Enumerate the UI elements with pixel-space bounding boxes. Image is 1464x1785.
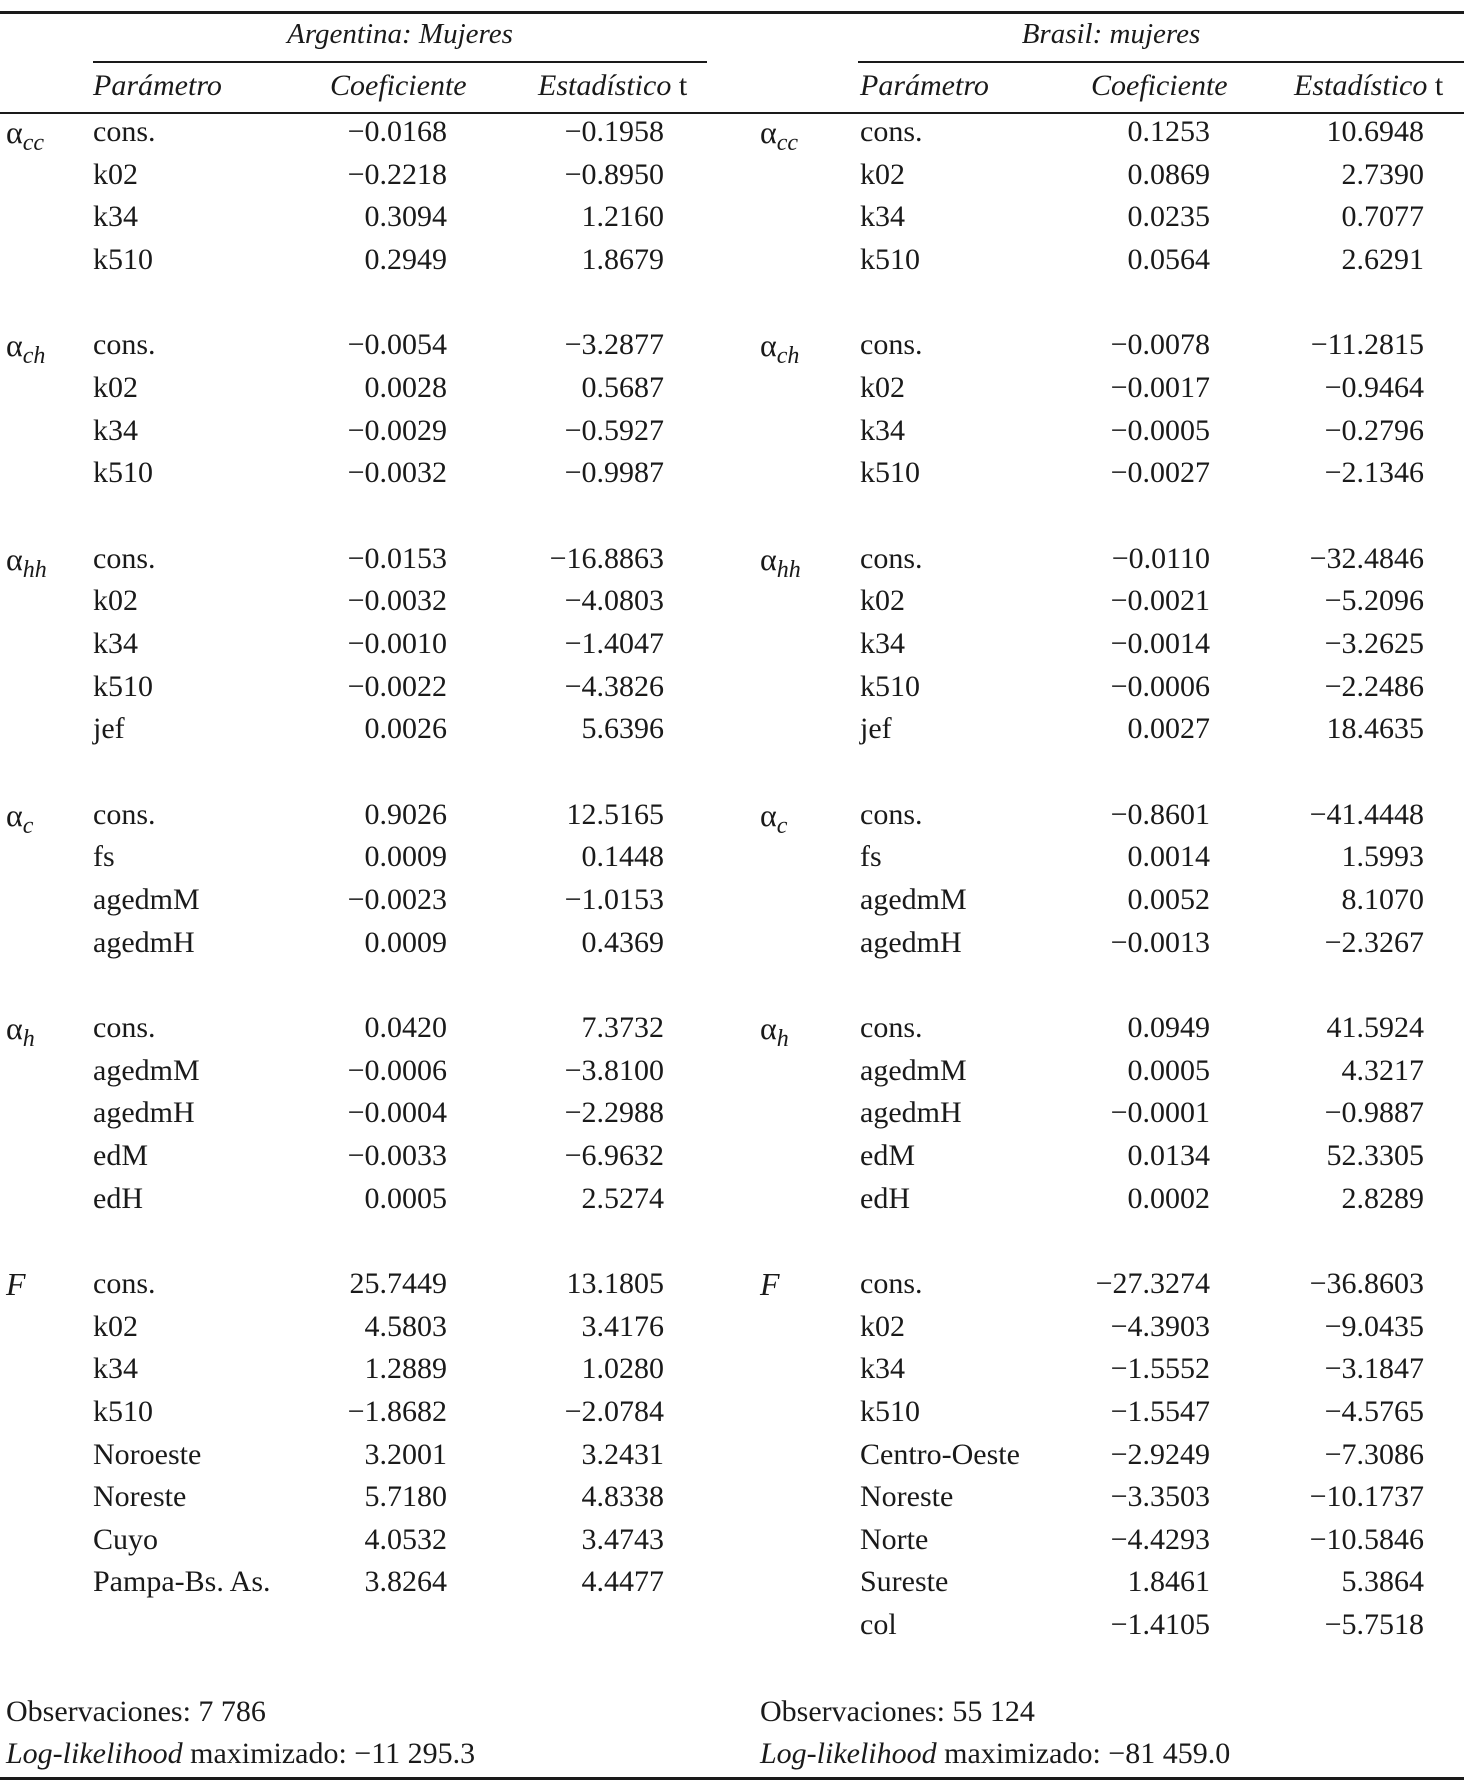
row-coeficiente: −2.9249 (1110, 1437, 1210, 1471)
row-estadistico-t: 4.8338 (581, 1480, 664, 1514)
parameter-symbol (760, 112, 799, 156)
parameter-symbol-base: α (6, 540, 23, 577)
row-coeficiente: −0.0014 (1110, 627, 1210, 660)
row-coeficiente: −0.0013 (1110, 925, 1210, 959)
row-estadistico-t: 1.8679 (581, 242, 664, 276)
row-coeficiente: −0.0021 (1110, 584, 1210, 618)
parameter-symbol-base: α (6, 327, 23, 364)
row-coeficiente: 0.0014 (1127, 840, 1210, 874)
row-parameter: col (860, 1608, 897, 1641)
row-coeficiente: −0.0022 (347, 669, 447, 703)
row-parameter: cons. (860, 115, 923, 148)
column-header-estadistico-t (538, 64, 687, 108)
parameter-symbol (6, 539, 47, 583)
row-coeficiente: 0.0009 (364, 925, 447, 959)
parameter-symbol (760, 795, 788, 839)
row-estadistico-t: 52.3305 (1326, 1139, 1424, 1172)
row-parameter: k34 (860, 627, 905, 660)
row-coeficiente: −0.0017 (1110, 371, 1210, 404)
parameter-symbol (760, 1008, 789, 1053)
observations-count: Observaciones: 55 124 (760, 1695, 1035, 1728)
row-coeficiente: −0.0078 (1110, 328, 1210, 362)
table-bottom-rule (0, 1777, 1464, 1780)
row-estadistico-t: −0.8950 (564, 157, 664, 191)
row-parameter: k510 (860, 669, 920, 703)
brasil-title: Brasil: mujeres (1021, 18, 1201, 50)
row-parameter: Noroeste (93, 1437, 202, 1471)
row-coeficiente: 0.0027 (1127, 712, 1210, 746)
row-parameter: k02 (860, 371, 905, 404)
row-coeficiente: 0.9026 (364, 797, 447, 831)
log-likelihood-value: maximizado: −11 295.3 (182, 1737, 476, 1770)
parameter-symbol (760, 539, 801, 583)
row-coeficiente: 0.0026 (364, 712, 447, 746)
argentina-group-rule (93, 61, 707, 63)
row-estadistico-t: −11.2815 (1310, 328, 1424, 362)
row-estadistico-t: 0.7077 (1341, 200, 1424, 234)
row-estadistico-t: −5.7518 (1324, 1608, 1424, 1641)
row-estadistico-t: −4.5765 (1324, 1395, 1424, 1428)
row-estadistico-t: 3.4743 (581, 1522, 664, 1556)
row-parameter: agedmH (860, 925, 962, 959)
parameter-symbol (760, 325, 800, 370)
parameter-symbol-base: α (760, 796, 777, 833)
row-coeficiente: 1.8461 (1127, 1565, 1210, 1599)
row-parameter: agedmM (860, 1053, 967, 1087)
row-coeficiente: 3.2001 (364, 1437, 447, 1471)
row-coeficiente: 0.1253 (1127, 115, 1210, 148)
parameter-symbol-base: α (760, 114, 777, 150)
row-parameter: k02 (93, 371, 138, 404)
row-estadistico-t: −4.0803 (564, 584, 664, 618)
row-estadistico-t: −2.1346 (1324, 456, 1424, 490)
parameter-symbol-base: α (6, 796, 23, 833)
row-parameter: k02 (93, 1309, 138, 1343)
row-parameter: k510 (93, 242, 153, 276)
row-coeficiente: −0.0168 (347, 115, 447, 148)
row-coeficiente: −0.0006 (347, 1053, 447, 1087)
row-parameter: edH (860, 1181, 910, 1215)
row-coeficiente: −0.0029 (347, 413, 447, 447)
row-parameter: fs (860, 840, 882, 874)
row-coeficiente: −0.0027 (1110, 456, 1210, 490)
row-parameter: k34 (93, 200, 138, 234)
row-coeficiente: −0.0023 (347, 883, 447, 916)
row-parameter: cons. (93, 1267, 156, 1301)
parameter-symbol-subscript: cc (776, 130, 799, 156)
column-header-estadistico-t (1294, 64, 1443, 108)
row-parameter: cons. (93, 328, 156, 362)
row-parameter: k34 (93, 1352, 138, 1386)
row-estadistico-t: −2.2988 (564, 1096, 664, 1130)
row-parameter: k02 (860, 584, 905, 618)
row-coeficiente: 0.0002 (1127, 1181, 1210, 1215)
parameter-symbol-base: α (6, 1010, 23, 1047)
parameter-symbol-subscript: hh (22, 556, 47, 583)
row-coeficiente: −4.3903 (1110, 1309, 1210, 1343)
parameter-symbol (6, 325, 46, 370)
row-coeficiente: −0.0005 (1110, 413, 1210, 447)
row-estadistico-t: 1.5993 (1341, 840, 1424, 874)
row-coeficiente: −0.0010 (347, 627, 447, 660)
row-estadistico-t: −2.2486 (1324, 669, 1424, 703)
row-coeficiente: −0.0033 (347, 1139, 447, 1172)
row-parameter: agedmM (860, 883, 967, 916)
row-parameter: Norte (860, 1522, 929, 1556)
row-estadistico-t: −16.8863 (549, 541, 664, 575)
row-parameter: k510 (860, 1395, 920, 1428)
row-estadistico-t: −6.9632 (564, 1139, 664, 1172)
parameter-symbol-base: F (6, 1266, 26, 1303)
row-estadistico-t: −3.8100 (564, 1053, 664, 1087)
column-header-parametro: Parámetro (93, 69, 222, 102)
parameter-symbol-subscript: h (776, 1026, 789, 1053)
row-parameter: edM (93, 1139, 148, 1172)
parameter-symbol-subscript: ch (776, 343, 800, 370)
row-coeficiente: −1.4105 (1110, 1608, 1210, 1641)
row-estadistico-t: 0.4369 (581, 925, 664, 959)
row-estadistico-t: −3.1847 (1324, 1352, 1424, 1386)
row-estadistico-t: −2.0784 (564, 1395, 664, 1428)
row-estadistico-t: −2.3267 (1324, 925, 1424, 959)
row-coeficiente: 0.0869 (1127, 157, 1210, 191)
row-estadistico-t: 7.3732 (581, 1011, 664, 1045)
row-coeficiente: 0.0028 (364, 371, 447, 404)
log-likelihood-label: Log-likelihood (6, 1737, 183, 1770)
row-parameter: k510 (93, 669, 153, 703)
row-coeficiente: −0.8601 (1110, 797, 1210, 831)
row-coeficiente: −0.2218 (347, 157, 447, 191)
row-coeficiente: −0.0004 (347, 1096, 447, 1130)
row-estadistico-t: 3.4176 (581, 1309, 664, 1343)
row-parameter: k02 (860, 157, 905, 191)
row-coeficiente: 0.0564 (1127, 242, 1210, 276)
row-parameter: agedmM (93, 883, 200, 916)
row-coeficiente: −0.0006 (1110, 669, 1210, 703)
parameter-symbol (760, 1264, 780, 1304)
row-parameter: cons. (860, 1267, 923, 1301)
row-estadistico-t: 12.5165 (566, 797, 664, 831)
brasil-group-rule (858, 61, 1464, 63)
row-parameter: k02 (93, 157, 138, 191)
log-likelihood-label: Log-likelihood (760, 1737, 937, 1770)
row-estadistico-t: −32.4846 (1309, 541, 1424, 575)
observations-count: Observaciones: 7 786 (6, 1695, 266, 1728)
row-coeficiente: 5.7180 (364, 1480, 447, 1514)
row-estadistico-t: 2.5274 (581, 1181, 664, 1215)
row-parameter: jef (93, 712, 125, 746)
parameter-symbol-base: α (760, 540, 777, 577)
row-parameter: agedmH (93, 1096, 195, 1130)
parameter-symbol-base: F (760, 1266, 780, 1303)
row-parameter: Cuyo (93, 1522, 159, 1556)
row-estadistico-t: 4.3217 (1341, 1053, 1424, 1087)
parameter-symbol-subscript: cc (22, 130, 45, 156)
parameter-symbol-subscript: h (22, 1026, 35, 1053)
row-estadistico-t: −3.2877 (564, 328, 664, 362)
log-likelihood (760, 1734, 1230, 1774)
row-parameter: fs (93, 840, 115, 874)
row-coeficiente: −27.3274 (1095, 1267, 1210, 1301)
parameter-symbol-base: α (760, 1010, 777, 1047)
row-coeficiente: −0.0032 (347, 456, 447, 490)
row-estadistico-t: −10.5846 (1309, 1522, 1424, 1556)
row-coeficiente: 0.0005 (364, 1181, 447, 1215)
row-parameter: k510 (93, 1395, 153, 1428)
row-parameter: agedmH (93, 925, 195, 959)
row-estadistico-t: −10.1737 (1309, 1480, 1424, 1514)
row-coeficiente: 25.7449 (349, 1267, 447, 1301)
row-estadistico-t: 0.5687 (581, 371, 664, 404)
row-coeficiente: 0.0420 (364, 1011, 447, 1045)
row-parameter: edM (860, 1139, 915, 1172)
estadistico-t-label: t (678, 69, 688, 102)
parameter-symbol (6, 1264, 26, 1304)
parameter-symbol (6, 1008, 35, 1053)
row-estadistico-t: −0.1958 (564, 115, 664, 148)
row-parameter: Centro-Oeste (860, 1437, 1020, 1471)
row-parameter: agedmH (860, 1096, 962, 1130)
row-coeficiente: 1.2889 (364, 1352, 447, 1386)
row-estadistico-t: 5.3864 (1341, 1565, 1424, 1599)
row-parameter: Noreste (93, 1480, 187, 1514)
argentina-title: Argentina: Mujeres (287, 18, 513, 50)
row-parameter: cons. (860, 328, 923, 362)
estadistico-label: Estadístico (538, 69, 672, 102)
row-estadistico-t: −4.3826 (564, 669, 664, 703)
row-coeficiente: 4.5803 (364, 1309, 447, 1343)
log-likelihood (6, 1734, 475, 1774)
row-parameter: k02 (93, 584, 138, 618)
row-estadistico-t: −0.9887 (1324, 1096, 1424, 1130)
row-estadistico-t: −0.9987 (564, 456, 664, 490)
row-estadistico-t: 5.6396 (581, 712, 664, 746)
row-estadistico-t: −1.0153 (564, 883, 664, 916)
row-coeficiente: 4.0532 (364, 1522, 447, 1556)
row-estadistico-t: −5.2096 (1324, 584, 1424, 618)
row-estadistico-t: 3.2431 (581, 1437, 664, 1471)
row-parameter: agedmM (93, 1053, 200, 1087)
row-coeficiente: −1.8682 (347, 1395, 447, 1428)
row-parameter: Pampa-Bs. As. (93, 1565, 271, 1599)
row-parameter: cons. (93, 541, 156, 575)
row-estadistico-t: −3.2625 (1324, 627, 1424, 660)
column-header-parametro: Parámetro (860, 69, 989, 102)
parameter-symbol-subscript: ch (22, 343, 46, 370)
row-parameter: k510 (860, 242, 920, 276)
row-coeficiente: −0.0032 (347, 584, 447, 618)
row-coeficiente: −0.0153 (347, 541, 447, 575)
row-coeficiente: −0.0110 (1111, 541, 1210, 575)
parameter-symbol-subscript: c (776, 812, 788, 839)
estadistico-t-label: t (1434, 69, 1444, 102)
log-likelihood-value: maximizado: −81 459.0 (936, 1737, 1231, 1770)
row-estadistico-t: −41.4448 (1309, 797, 1424, 831)
row-estadistico-t: −1.4047 (564, 627, 664, 660)
row-estadistico-t: 1.0280 (581, 1352, 664, 1386)
parameter-symbol (6, 112, 45, 156)
parameter-symbol-base: α (760, 327, 777, 364)
row-estadistico-t: −0.9464 (1324, 371, 1424, 404)
row-estadistico-t: −7.3086 (1324, 1437, 1424, 1471)
row-parameter: k510 (93, 456, 153, 490)
row-estadistico-t: 2.8289 (1341, 1181, 1424, 1215)
row-coeficiente: −1.5547 (1110, 1395, 1210, 1428)
row-coeficiente: −3.3503 (1110, 1480, 1210, 1514)
row-parameter: cons. (860, 1011, 923, 1045)
row-estadistico-t: 18.4635 (1326, 712, 1424, 746)
column-header-coeficiente: Coeficiente (330, 69, 467, 102)
row-coeficiente: −1.5552 (1110, 1352, 1210, 1386)
row-estadistico-t: 1.2160 (581, 200, 664, 234)
row-coeficiente: 0.0949 (1127, 1011, 1210, 1045)
row-estadistico-t: −0.5927 (564, 413, 664, 447)
row-estadistico-t: −36.8603 (1309, 1267, 1424, 1301)
row-estadistico-t: 4.4477 (581, 1565, 664, 1599)
row-parameter: Sureste (860, 1565, 949, 1599)
row-estadistico-t: 41.5924 (1326, 1011, 1424, 1045)
row-parameter: cons. (93, 1011, 156, 1045)
row-estadistico-t: 8.1070 (1341, 883, 1424, 916)
row-estadistico-t: 2.7390 (1341, 157, 1424, 191)
estadistico-label: Estadístico (1294, 69, 1428, 102)
parameter-symbol-subscript: c (22, 812, 34, 839)
row-estadistico-t: 0.1448 (581, 840, 664, 874)
row-estadistico-t: −0.2796 (1324, 413, 1424, 447)
row-parameter: edH (93, 1181, 143, 1215)
parameter-symbol-base: α (6, 114, 23, 150)
row-coeficiente: 0.0052 (1127, 883, 1210, 916)
row-parameter: k02 (860, 1309, 905, 1343)
row-parameter: k34 (93, 413, 138, 447)
row-coeficiente: 0.0134 (1127, 1139, 1210, 1172)
row-coeficiente: 0.0009 (364, 840, 447, 874)
row-parameter: k34 (860, 1352, 905, 1386)
row-parameter: k510 (860, 456, 920, 490)
row-parameter: cons. (860, 541, 923, 575)
row-parameter: cons. (93, 797, 156, 831)
row-coeficiente: −4.4293 (1110, 1522, 1210, 1556)
row-parameter: k34 (860, 413, 905, 447)
row-coeficiente: 3.8264 (364, 1565, 447, 1599)
row-estadistico-t: 2.6291 (1341, 242, 1424, 276)
column-header-coeficiente: Coeficiente (1091, 69, 1228, 102)
row-coeficiente: −0.0001 (1110, 1096, 1210, 1130)
row-coeficiente: 0.0235 (1127, 200, 1210, 234)
row-parameter: k34 (93, 627, 138, 660)
row-parameter: k34 (860, 200, 905, 234)
row-parameter: cons. (860, 797, 923, 831)
row-coeficiente: −0.0054 (347, 328, 447, 362)
row-coeficiente: 0.2949 (364, 242, 447, 276)
row-coeficiente: 0.0005 (1127, 1053, 1210, 1087)
row-estadistico-t: 13.1805 (566, 1267, 664, 1301)
row-estadistico-t: −9.0435 (1324, 1309, 1424, 1343)
parameter-symbol-subscript: hh (776, 556, 801, 583)
row-estadistico-t: 10.6948 (1326, 115, 1424, 148)
row-parameter: Noreste (860, 1480, 954, 1514)
row-parameter: jef (860, 712, 892, 746)
parameter-symbol (6, 795, 34, 839)
row-parameter: cons. (93, 115, 156, 148)
row-coeficiente: 0.3094 (364, 200, 447, 234)
